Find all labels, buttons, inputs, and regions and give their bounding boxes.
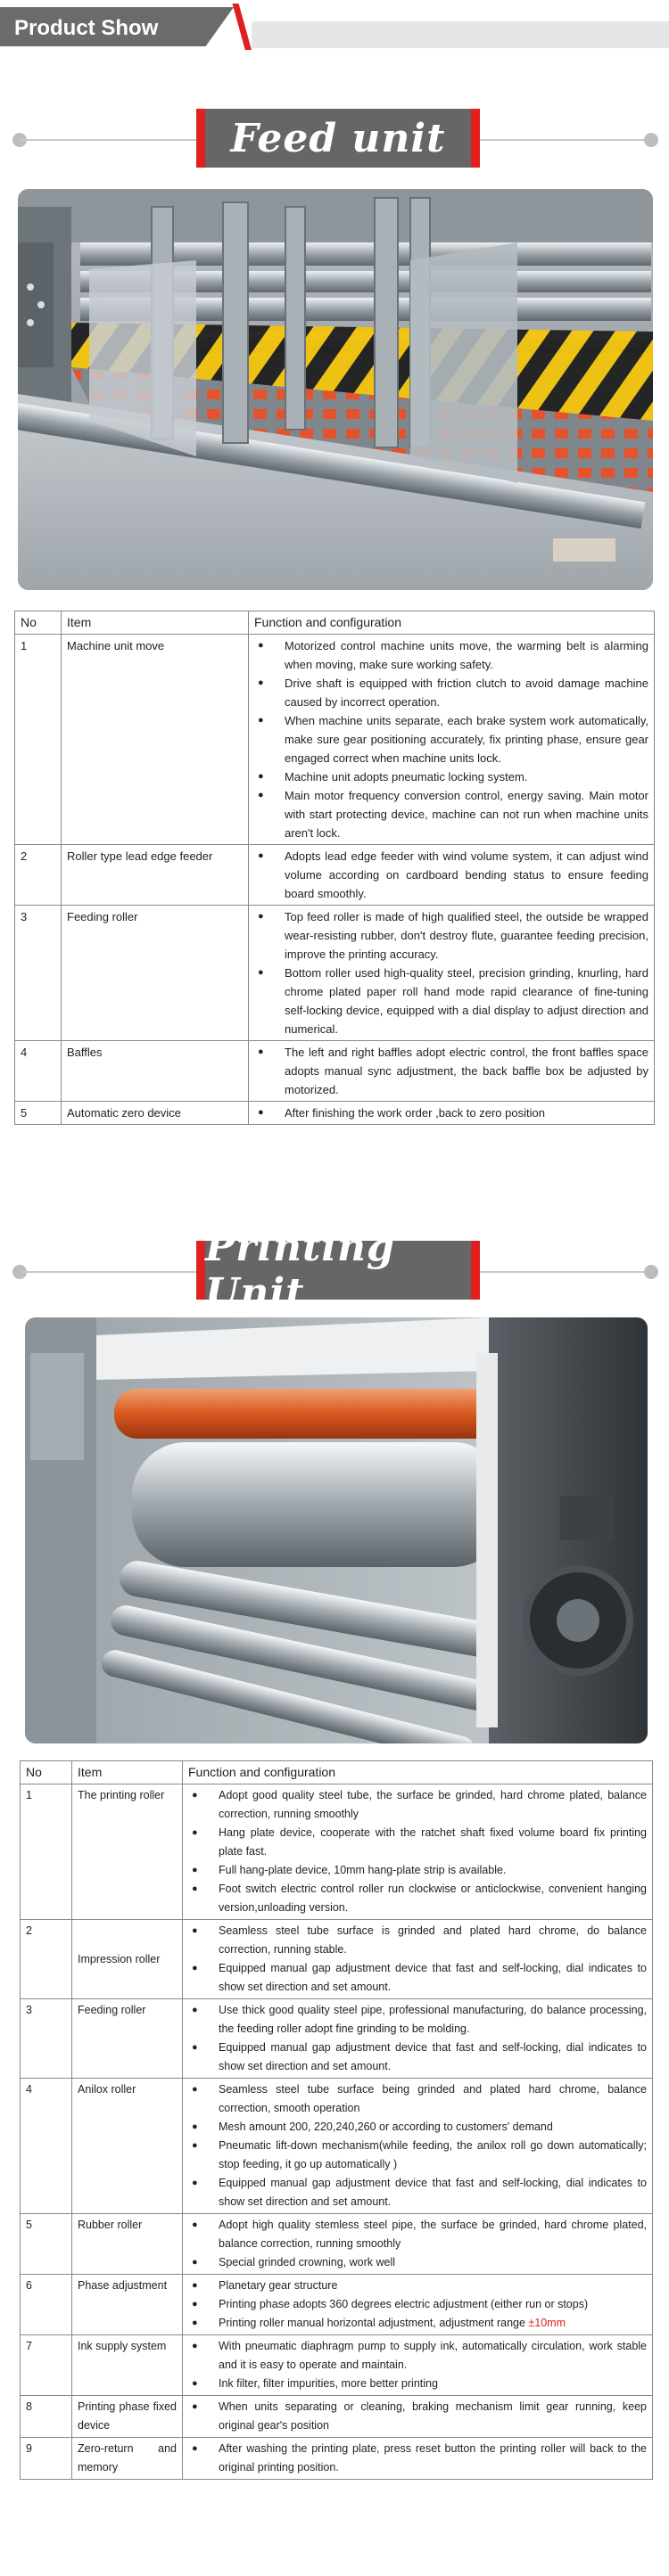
row-function bbox=[249, 1041, 655, 1102]
list-item: ● The left and right baffles adopt electric control, the front baffles space adopts manual sync adjustment, the back baffle box be adjusted by motorized. bbox=[285, 1043, 648, 1099]
list-item: ● Mesh amount 200, 220,240,260 or according to customers' demand bbox=[219, 2118, 647, 2137]
row-function bbox=[183, 2275, 653, 2335]
list-item: ● Full hang-plate device, 10mm hang-plate strip is available. bbox=[219, 1861, 647, 1880]
list-item bbox=[219, 2314, 647, 2333]
table-row bbox=[15, 1041, 655, 1102]
row-no: 3 bbox=[21, 1999, 72, 2079]
feed-unit-illustration bbox=[18, 189, 653, 590]
row-item: Feeding roller bbox=[72, 1999, 183, 2079]
row-item: Roller type lead edge feeder bbox=[62, 845, 249, 906]
list-item: ● Planetary gear structure bbox=[219, 2277, 647, 2295]
feed-unit-title: Feed unit bbox=[230, 115, 446, 161]
row-no: 2 bbox=[15, 845, 62, 906]
row-item: Ink supply system bbox=[72, 2335, 183, 2396]
table-row bbox=[21, 2396, 653, 2438]
row-function bbox=[183, 2079, 653, 2214]
printing-unit-title: Printing Unit bbox=[205, 1225, 395, 1316]
table-row bbox=[15, 845, 655, 906]
feed-unit-machine-photo bbox=[18, 189, 653, 590]
list-item: ● Seamless steel tube surface is grinded and plated hard chrome, do balance correction, running stable. bbox=[219, 1922, 647, 1959]
adjustment-range-highlight: ±10mm bbox=[528, 2317, 566, 2329]
title-left-line bbox=[21, 139, 196, 141]
list-item: ● Seamless steel tube surface being grinded and plated hard chrome, balance correction, smooth operation bbox=[219, 2080, 647, 2118]
table-header-row bbox=[21, 1761, 653, 1784]
list-item: ● Use thick good quality steel pipe, professional manufacturing, do balance processing, the feeding roller adopt fine grinding to be molding. bbox=[219, 2001, 647, 2039]
row-function bbox=[249, 635, 655, 845]
row-no: 6 bbox=[21, 2275, 72, 2335]
list-item: ● Special grinded crowning, work well bbox=[219, 2253, 647, 2272]
row-item: Baffles bbox=[62, 1041, 249, 1102]
row-item: Phase adjustment bbox=[72, 2275, 183, 2335]
feed-unit-spec-table bbox=[14, 611, 655, 1125]
table-row bbox=[21, 1920, 653, 1999]
row-function bbox=[249, 845, 655, 906]
row-item: Impression roller bbox=[72, 1920, 183, 1999]
title-right-line bbox=[480, 139, 649, 141]
row-item: Zero-return and memory bbox=[72, 2438, 183, 2480]
list-item: ● Equipped manual gap adjustment device that fast and self-locking, dial indicates to show set direction and set amount. bbox=[219, 2039, 647, 2076]
table-row bbox=[15, 1102, 655, 1125]
row-no: 8 bbox=[21, 2396, 72, 2438]
header-light-band bbox=[252, 21, 669, 48]
list-item: ● Top feed roller is made of high qualified steel, the outside be wrapped wear-resisting rubber, don't destroy flute, guarantee feeding precision, improve the printing accuracy. bbox=[285, 907, 648, 964]
row-no: 2 bbox=[21, 1920, 72, 1999]
header-no: No bbox=[15, 611, 62, 635]
list-item: ● Equipped manual gap adjustment device that fast and self-locking, dial indicates to show set direction and set amount. bbox=[219, 2174, 647, 2211]
title-right-line bbox=[480, 1271, 649, 1273]
header-title: Product Show bbox=[14, 16, 159, 40]
table-header-row bbox=[15, 611, 655, 635]
list-item: ● Adopt good quality steel tube, the surface be grinded, hard chrome plated, balance correction, running smoothly bbox=[219, 1786, 647, 1824]
list-item: ● Equipped manual gap adjustment device that fast and self-locking, dial indicates to show set direction and set amount. bbox=[219, 1959, 647, 1997]
row-item: Rubber roller bbox=[72, 2214, 183, 2275]
table-row bbox=[15, 635, 655, 845]
list-item: ● Ink filter, filter impurities, more better printing bbox=[219, 2375, 647, 2393]
title-right-dot bbox=[644, 1265, 658, 1279]
row-item: Automatic zero device bbox=[62, 1102, 249, 1125]
list-item: ● Bottom roller used high-quality steel, precision grinding, knurling, hard chrome plated paper roll hand mode rapid clearance of fine-tuning self-locking device, equipped with a dial display to adjust direction and numerical. bbox=[285, 964, 648, 1038]
table-row bbox=[21, 2079, 653, 2214]
row-no: 5 bbox=[15, 1102, 62, 1125]
printing-unit-illustration bbox=[25, 1317, 648, 1743]
list-item: ● Motorized control machine units move, the warming belt is alarming when moving, make sure working safety. bbox=[285, 636, 648, 674]
row-no: 7 bbox=[21, 2335, 72, 2396]
row-item: Feeding roller bbox=[62, 906, 249, 1041]
row-function bbox=[183, 2438, 653, 2480]
row-item: Machine unit move bbox=[62, 635, 249, 845]
row-item: Anilox roller bbox=[72, 2079, 183, 2214]
table-row bbox=[21, 1999, 653, 2079]
row-no: 9 bbox=[21, 2438, 72, 2480]
list-item: ● Hang plate device, cooperate with the ratchet shaft fixed volume board fix printing plate fast. bbox=[219, 1824, 647, 1861]
list-item: ● Main motor frequency conversion control, energy saving. Main motor with start protecting device, machine can not run when machine units aren't lock. bbox=[285, 786, 648, 842]
feed-unit-title-box bbox=[196, 109, 480, 168]
row-function bbox=[183, 1999, 653, 2079]
printing-unit-spec-table bbox=[20, 1760, 653, 2480]
list-item: ● When units separating or cleaning, braking mechanism limit gear running, keep original gear's position bbox=[219, 2398, 647, 2435]
list-item: ● With pneumatic diaphragm pump to supply ink, automatically circulation, work stable and it is easy to operate and maintain. bbox=[219, 2337, 647, 2375]
row-function bbox=[249, 1102, 655, 1125]
row-function bbox=[183, 2214, 653, 2275]
row-no: 4 bbox=[15, 1041, 62, 1102]
header-function: Function and configuration bbox=[249, 611, 655, 635]
product-show-header bbox=[0, 0, 669, 52]
list-item: ● Drive shaft is equipped with friction clutch to avoid damage machine caused by incorrect operation. bbox=[285, 674, 648, 711]
row-function bbox=[183, 1784, 653, 1920]
printing-unit-section-title bbox=[0, 1225, 669, 1316]
printing-unit-machine-photo bbox=[25, 1317, 648, 1743]
row-item: The printing roller bbox=[72, 1784, 183, 1920]
row-function bbox=[183, 2396, 653, 2438]
feed-unit-section-title bbox=[0, 109, 669, 171]
table-row bbox=[15, 906, 655, 1041]
header-function: Function and configuration bbox=[183, 1761, 653, 1784]
row-function bbox=[249, 906, 655, 1041]
table-row bbox=[21, 1784, 653, 1920]
list-item: ● After washing the printing plate, press reset button the printing roller will back to the original printing position. bbox=[219, 2440, 647, 2477]
list-item: ● Adopts lead edge feeder with wind volume system, it can adjust wind volume according on cardboard bending status to ensure feeding board smoothly. bbox=[285, 847, 648, 903]
row-no: 3 bbox=[15, 906, 62, 1041]
list-item: ● Foot switch electric control roller run clockwise or anticlockwise, convenient hanging version,unloading version. bbox=[219, 1880, 647, 1917]
list-item: ● Printing phase adopts 360 degrees electric adjustment (either run or stops) bbox=[219, 2295, 647, 2314]
table-row bbox=[21, 2275, 653, 2335]
header-no: No bbox=[21, 1761, 72, 1784]
header-item: Item bbox=[62, 611, 249, 635]
table-row bbox=[21, 2214, 653, 2275]
list-item-text: Printing roller manual horizontal adjustment, adjustment range bbox=[219, 2317, 529, 2329]
title-right-dot bbox=[644, 133, 658, 147]
list-item: ● Pneumatic lift-down mechanism(while feeding, the anilox roll go down automatically; stop feeding, it go up automatically ) bbox=[219, 2137, 647, 2174]
row-function bbox=[183, 2335, 653, 2396]
row-function bbox=[183, 1920, 653, 1999]
list-item: ● Adopt high quality stemless steel pipe, the surface be grinded, hard chrome plated, balance correction, running smoothly bbox=[219, 2216, 647, 2253]
table-row bbox=[21, 2335, 653, 2396]
list-item: ● Machine unit adopts pneumatic locking system. bbox=[285, 767, 648, 786]
row-item: Printing phase fixed device bbox=[72, 2396, 183, 2438]
printing-unit-title-box bbox=[196, 1225, 480, 1316]
header-item: Item bbox=[72, 1761, 183, 1784]
table-row bbox=[21, 2438, 653, 2480]
row-no: 1 bbox=[15, 635, 62, 845]
title-left-line bbox=[21, 1271, 196, 1273]
list-item: ● After finishing the work order ,back to zero position bbox=[285, 1103, 648, 1122]
list-item: ● When machine units separate, each brake system work automatically, make sure gear positioning accurately, fix printing phase, ensure gear engaged correct when machine units lock. bbox=[285, 711, 648, 767]
row-no: 1 bbox=[21, 1784, 72, 1920]
row-no: 4 bbox=[21, 2079, 72, 2214]
row-no: 5 bbox=[21, 2214, 72, 2275]
